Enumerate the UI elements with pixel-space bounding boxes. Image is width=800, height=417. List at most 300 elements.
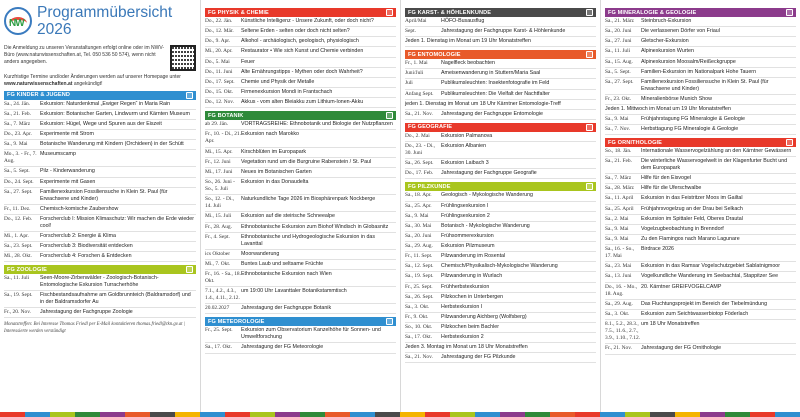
section-header-zoologie (4, 265, 196, 274)
event-date: Sa., 19. Sept. (4, 292, 33, 299)
strip-segment (750, 412, 775, 417)
event-row (605, 283, 796, 300)
event-row (4, 205, 196, 215)
event-row (205, 304, 396, 314)
event-row (605, 194, 796, 204)
section-mineralogie (605, 8, 796, 135)
event-date: Juli (405, 80, 413, 87)
event-title: Jahrestagung der FG Meteorologie (241, 344, 324, 351)
event-title: Mineralienbörse Munich Show (641, 95, 712, 102)
section-title: FG PHYSIK & CHEMIE (208, 9, 269, 16)
qr-code-icon (170, 45, 196, 71)
event-title: Frühlingsexkursion 2 (441, 212, 490, 219)
event-title: Birdrace 2026 (641, 246, 674, 253)
event-date: Sa., 15. Aug. (605, 58, 633, 65)
event-row (405, 59, 596, 69)
strip-segment (275, 412, 300, 417)
event-row (605, 262, 796, 272)
event-row (205, 78, 396, 88)
event-title: Forscherclub 4: Forschen & Entdecken (40, 252, 132, 259)
section-header-pilzkunde (405, 182, 596, 191)
event-title: Experimente mit Strom (40, 130, 94, 137)
section-geografie (405, 123, 596, 180)
event-title: Gletscher-Exkursion (641, 38, 689, 45)
strip-segment (300, 412, 325, 417)
event-date: So., 12. - Di., 14. Juli (205, 196, 235, 210)
event-row (205, 158, 396, 168)
event-row (405, 313, 596, 323)
strip-segment (525, 412, 550, 417)
strip-segment (675, 412, 700, 417)
event-date: Anfang Sept. (405, 90, 434, 97)
event-title: Seltene Erden - selten oder doch nicht selten? (241, 28, 350, 35)
event-row (405, 142, 596, 159)
section-botanik (205, 111, 396, 314)
event-title: Vogelzugbeobachtung in Brenndorf (641, 225, 724, 232)
event-date: Sa., 26. Sept. (405, 293, 434, 300)
event-title: Naturkundliche Tage 2026 im Biosphärenpark Nockberge (241, 196, 376, 203)
page-title: Programmübersicht (37, 4, 173, 21)
event-title: Botanisch - Mykologische Wanderung (441, 222, 530, 229)
event-title: Kirschblüten im Europapark (241, 148, 307, 155)
event-date: Sa., 3. Okt. (405, 303, 430, 310)
event-row (4, 100, 196, 110)
event-row (605, 157, 796, 174)
event-row (205, 68, 396, 78)
event-date: Mi., 17. Juni (205, 168, 233, 175)
event-date: Mi., 1. Apr. (4, 232, 29, 239)
event-date: Sa., 9. Mai (605, 225, 629, 232)
event-title: Exkursion Pilzmuseum (441, 243, 495, 250)
event-date: Fr., 4. Sept. (205, 233, 230, 240)
column-1 (0, 0, 200, 417)
event-date: Mo., 3. - Fr., 7. Aug. (4, 151, 37, 165)
section-physik (205, 8, 396, 108)
event-title: Alpinexkursion Wurten (641, 48, 694, 55)
event-date: So., 26. Juni - So., 5. Juli (205, 178, 235, 192)
event-row (4, 150, 196, 167)
event-title: Feuer (241, 58, 255, 65)
event-title: Exkursion nach Marokko (241, 131, 299, 138)
event-row (205, 130, 396, 147)
section-title: FG PILZKUNDE (408, 183, 451, 190)
strip-segment (625, 412, 650, 417)
event-date: Fr., 9. Okt. (405, 313, 429, 320)
section-zoologie (4, 265, 196, 318)
event-row (205, 58, 396, 68)
section-header-physik (205, 8, 396, 17)
strip-segment (350, 412, 375, 417)
event-date: Sa., 21. Nov. (405, 354, 433, 361)
strip-segment (375, 412, 400, 417)
event-row (605, 105, 796, 115)
strip-segment (400, 412, 425, 417)
event-row (205, 233, 396, 250)
event-row (205, 223, 396, 233)
event-title: Herbsttagung FG Mineralogie & Geologie (641, 125, 739, 132)
event-date: Do., 12. Feb. (4, 215, 33, 222)
event-date: Fr., 1. Mai (405, 60, 428, 67)
event-title: Jahrestagung der Fachgruppe Botanik (241, 305, 332, 312)
event-row (405, 222, 596, 232)
event-title: Hilfe für den Eisvogel (641, 175, 692, 182)
event-date: Do., 16. - Mo., 18. Aug. (605, 283, 638, 297)
event-row (405, 343, 596, 353)
event-date: Sa., 11. April (605, 195, 634, 202)
event-title: Pilzwanderung in Wurlach (441, 273, 503, 280)
event-date: ics Oktober (205, 250, 231, 257)
event-date: Do., 12. Nov. (205, 99, 234, 105)
event-title: Jahrestagung der FG Pilzkunde (441, 354, 516, 361)
event-date: Sa., 27. Juni (605, 38, 632, 45)
event-date: Do., 17. Sept. (205, 78, 235, 85)
event-title: Seen-Moore-Zirbenwälder - Zoologisch-Botanisch-Entomologische Exkursion Turracherhöhe (40, 275, 159, 289)
event-date: Do., 12. Mär. (205, 28, 234, 35)
event-date: Sa., 13. Juni (605, 273, 632, 280)
event-title: Hilfe für die Uferschwalbe (641, 185, 702, 192)
section-title: FG ENTOMOLOGIE (408, 51, 461, 58)
owl-icon (786, 139, 793, 146)
zoologie-footer: Monatstreffen: Bei Interesse Thomas Friedl per E-Mail kontaktieren thomas.friedl@tkn.gv.at | Interessierte werden verständigt (4, 322, 185, 334)
event-title: Künstliche Intelligenz - Unsere Zukunft, oder doch nicht? (241, 18, 374, 24)
event-date: Sa., 23. Mai (605, 263, 632, 270)
event-row (605, 174, 796, 184)
event-title: Chemie und Physik der Metalle (241, 78, 315, 85)
event-title: Pilzkochen in Unterbergen (441, 293, 504, 300)
event-date: Fr., 16. - Sa., 18. Okt. (205, 270, 241, 284)
event-date: Sa., 20. Juni (405, 232, 432, 239)
event-row (405, 27, 596, 37)
event-row (605, 310, 796, 320)
event-row (605, 320, 796, 344)
event-title: jeden 1. Dienstag im Monat um 18 Uhr Kärntner Entomologie-Treff (405, 100, 561, 107)
event-date: Sa., 5. Sept. (605, 68, 631, 75)
strip-segment (425, 412, 450, 417)
event-row (605, 245, 796, 262)
event-title: Buntes Laub und seltsame Früchte (241, 260, 324, 267)
event-date: Sa., 16. - So., 17. Mai (605, 246, 635, 260)
section-title: FG METEOROLOGIE (208, 318, 265, 325)
section-header-ornithologie (605, 138, 796, 147)
event-row (205, 260, 396, 270)
event-title: Pilzwanderung Aichberg (Wolfsberg) (441, 313, 527, 320)
event-row (405, 303, 596, 313)
event-row (205, 148, 396, 158)
event-date: 20.02.2027 (205, 305, 230, 312)
event-row (405, 283, 596, 293)
strip-segment (775, 412, 800, 417)
event-title: Exkursion Albanien (441, 142, 487, 149)
section-title: FG MINERALOGIE & GEOLOGIE (608, 9, 697, 16)
strip-segment (175, 412, 200, 417)
event-title: Publikumsleuchten: Insektenfotografie im Feld (441, 80, 550, 87)
event-date: Sa., 9. Mai (4, 141, 28, 147)
event-title: Exkursion in das Donaudelta (241, 178, 309, 185)
bird-icon (186, 266, 193, 273)
event-date: So., 18. Jän. (605, 148, 632, 155)
event-title: Herbstexkursion 2 (441, 334, 484, 341)
event-title: VORTRAGSREIHE: Ethnobotanik und Biologie der Nutzpflanzen (241, 121, 393, 128)
cave-icon (586, 9, 593, 16)
event-title: Zu den Flamingos nach Marano Lagunare (641, 235, 740, 242)
event-date: Do., 24. Sept. (4, 178, 34, 185)
section-header-mineralogie (605, 8, 796, 17)
event-title: Vegetation rund um die Burgruine Rabenstein / St. Paul (241, 158, 372, 165)
event-row (205, 250, 396, 260)
section-title: FG BOTANIK (208, 112, 244, 119)
event-date: Do., 22. Jän. (205, 18, 233, 24)
strip-segment (150, 412, 175, 417)
nwv-logo (4, 7, 32, 35)
event-row (4, 140, 196, 150)
event-date: Sa., 28. März (605, 185, 634, 192)
strip-segment (125, 412, 150, 417)
event-date: Sa., 23. Sept. (4, 242, 33, 249)
event-row (4, 308, 196, 318)
event-date: Do., 15. Okt. (205, 88, 234, 95)
event-row (605, 58, 796, 68)
event-row (605, 17, 796, 27)
event-date: Sa., 20. Juni (605, 28, 632, 35)
section-karst (405, 8, 596, 47)
page-year: 2026 (37, 20, 72, 38)
event-date: Fr., 10. - Di., 21. Apr. (205, 131, 241, 145)
event-date: Do., 9. Apr. (205, 38, 231, 45)
event-row (405, 169, 596, 179)
event-date: So., 10. Okt. (405, 324, 433, 331)
event-date: Sa., 19. Sept. (405, 273, 434, 280)
event-title: Forscherclub I: Mission Klimaschutz: Wir machen die Erde wieder cool! (40, 215, 194, 229)
event-row (605, 37, 796, 47)
event-date: 8.1., 5.2., 28.3., 7.5., 11.6., 2.7., 3.9., 1.10., 7.12. (605, 321, 641, 342)
strip-segment (50, 412, 75, 417)
event-date: April/Mai (405, 18, 427, 24)
event-title: Museumscamp (40, 151, 76, 158)
event-date: Fr., 20. Nov. (4, 309, 31, 315)
section-header-meteorologie (205, 317, 396, 326)
event-date: Sa., 17. Okt. (405, 334, 432, 341)
beetle-icon (586, 51, 593, 58)
event-row (405, 353, 596, 363)
event-title: Das Fluchtungsprojekt im Bereich der Tiebelmündung (641, 300, 768, 307)
event-title: Nagelfleck beobachten (441, 60, 495, 67)
event-title: Exkursion Palmanova (441, 132, 493, 139)
event-row (605, 125, 796, 135)
homepage-link[interactable]: www.naturwissenschaften.at (4, 80, 73, 87)
event-date: Do., 17. Feb. (405, 170, 434, 177)
event-row (405, 100, 596, 110)
section-meteorologie (205, 317, 396, 353)
event-date: Sa., 11. Juli (4, 275, 30, 282)
event-row (605, 78, 796, 95)
event-date: Fr., 12. Juni (205, 158, 231, 165)
event-row (405, 159, 596, 169)
event-date: Sa., 21. Feb. (4, 110, 31, 117)
event-title: Exkursion in das Feistritzer Moos im Gailtal (641, 195, 743, 202)
event-row (205, 343, 396, 353)
event-row (605, 344, 796, 354)
strip-segment (650, 412, 675, 417)
event-date: Sa., 25. April (605, 205, 634, 212)
event-row (4, 242, 196, 252)
event-date: Sa., 7. März (605, 175, 632, 182)
event-date: Sept. (405, 28, 416, 35)
column-3 (400, 0, 600, 417)
event-title: Frühsommerexkursion (441, 232, 494, 239)
event-row (405, 293, 596, 303)
event-row (405, 252, 596, 262)
event-title: Chemisch-komische Zaubershow (40, 205, 119, 212)
strip-segment (700, 412, 725, 417)
event-title: Familienexkursion Fossiliensuche in Klein St. Paul (für Erwachsene und Kinder) (641, 78, 769, 92)
event-row (405, 37, 596, 47)
event-row (405, 110, 596, 120)
event-row (605, 300, 796, 310)
event-title: Frühlingsexkursion I (441, 202, 489, 209)
event-date: Sa., 9. Mai (605, 235, 629, 242)
event-row (4, 232, 196, 242)
atom-icon (386, 9, 393, 16)
event-title: Geologisch - Mykologische Wanderung (441, 192, 533, 199)
event-title: Jeden 1. Dienstag im Monat um 19 Uhr Monatstreffen (405, 38, 531, 45)
event-title: Ethnobotanische und Hydrogeologische Exkursion in das Lavanttal (241, 233, 375, 247)
event-row (405, 191, 596, 201)
homepage-note: Kurzfristige Termine und/oder Änderungen werden auf unserer Homepage unter www.naturwissenschaften.at angekündigt! (4, 74, 181, 87)
event-date: Sa., 21. März (605, 18, 634, 24)
event-row (205, 98, 396, 108)
strip-segment (75, 412, 100, 417)
event-date: Mi., 20. Apr. (205, 48, 233, 55)
event-row (405, 17, 596, 27)
event-row (405, 333, 596, 343)
event-row (4, 110, 196, 120)
event-row (405, 232, 596, 242)
event-title: um 18 Uhr Monatstreffen (641, 321, 700, 328)
event-title: HÖFO-Busausflug (441, 18, 485, 24)
event-row (205, 88, 396, 98)
event-title: Chemisch/Physikalisch-Mykologische Wanderung (441, 263, 558, 270)
event-title: Akkus - vom alten Bleiakku zum Lithium-Ionen-Akku (241, 99, 364, 105)
event-date: Juni/Juli (405, 70, 424, 77)
event-date: Sa., 2. Mai (605, 215, 629, 222)
event-title: Vogelkundliche Wanderung im Seebachtal, Stappitzer See (641, 273, 779, 280)
event-title: Forscherclub 3: Biodiversität entdecken (40, 242, 133, 249)
event-date: Do., 23. - Di., 30. Juni (405, 142, 435, 157)
event-row (4, 274, 196, 291)
event-date: Do., 23. Apr. (4, 130, 32, 137)
event-row (405, 323, 596, 333)
event-row (605, 95, 796, 105)
event-title: Restaurator • Wie sich Kunst und Chemie verbinden (241, 48, 364, 55)
section-title: FG ZOOLOGIE (7, 266, 47, 273)
event-row (605, 272, 796, 282)
event-title: Fischbestandsaufnahme am Goldbrunnteich (Baldramsdorf) und in der Baldramsdorfer Au (40, 292, 191, 306)
event-date: Fr., 25. Sept. (405, 283, 433, 290)
section-ornithologie (605, 138, 796, 354)
event-row (205, 168, 396, 178)
event-row (4, 291, 196, 308)
event-row (405, 212, 596, 222)
event-date: Sa., 3. Okt. (605, 310, 630, 317)
event-title: Ameisenwanderung in Stuttern/Maria Saal (441, 70, 541, 77)
event-date: Sa., 12. Sept. (405, 263, 434, 270)
event-row (405, 69, 596, 79)
strip-segment (500, 412, 525, 417)
event-row (4, 167, 196, 177)
event-date: Sa., 21. Feb. (605, 158, 632, 165)
event-title: Pilzkochen beim Bachler (441, 324, 499, 331)
event-title: Pilzwanderung im Rosental (441, 253, 506, 260)
strip-segment (450, 412, 475, 417)
event-title: Die winterliche Wasservogelwelt in der Klagenfurter Bucht und dem Europapark (641, 158, 788, 172)
column-2 (200, 0, 400, 417)
crystal-icon (786, 9, 793, 16)
event-date: Mi., 15. Apr. (205, 148, 233, 155)
strip-segment (575, 412, 600, 417)
event-title: Steinbruch-Exkursion (641, 18, 692, 24)
event-title: Jahrestagung der Fachgruppe Entomologie (441, 110, 543, 117)
event-title: Die verlassenen Dörfer von Friaul (641, 28, 720, 35)
section-header-geografie (405, 123, 596, 132)
event-date: Sa., 5. Sept. (4, 168, 30, 175)
event-date: Sa., 9. Mai (605, 115, 629, 122)
strip-segment (0, 412, 25, 417)
event-date: Sa., 7. März (4, 120, 31, 127)
event-row (205, 270, 396, 287)
event-date: Sa., 24. Jän. (4, 100, 31, 107)
event-row (205, 287, 396, 304)
event-title: Exkursion Laibach 3 (441, 160, 489, 167)
event-title: Frühjahrsvogelzug an der Drau bei Selkach (641, 205, 743, 212)
strip-segment (725, 412, 750, 417)
event-title: Frühherbstexkursion (441, 283, 490, 290)
event-row (205, 120, 396, 130)
section-title: FG KARST- & HÖHLENKUNDE (408, 9, 492, 16)
event-date: Fr., 28. Aug. (205, 223, 232, 230)
strip-segment (475, 412, 500, 417)
event-title: Exkursion: Hügel, Wege und Spuren aus der Eiszeit (40, 120, 162, 127)
event-date: Fr., 11. Sept. (405, 253, 433, 260)
event-row (605, 225, 796, 235)
event-title: 20. Kärntner GREIFVOGELCAMP (641, 283, 722, 290)
event-date: Mi., 7. Okt. (205, 260, 231, 267)
intro-text: Die Anmeldung zu unseren Veranstaltungen erfolgt online oder im NWV-Büro (www.naturwissenschaften.at, Tel. 050 536 50 574), wenn nicht anders angegeben. (4, 45, 165, 65)
event-title: Exkursion: Botanischer Garten, Lindwurm und Kärnten Museum (40, 110, 190, 117)
event-title: Alpinexkursion Moosalm/Reißeckgruppe (641, 58, 736, 65)
event-title: Alkohol - archäologisch, geologisch, physiologisch (241, 38, 359, 45)
event-row (205, 47, 396, 57)
event-row (605, 205, 796, 215)
event-title: Jahrestagung der Fachgruppe Geografie (441, 170, 537, 177)
event-title: Herbstexkursion I (441, 303, 483, 310)
strip-segment (100, 412, 125, 417)
mushroom-icon (586, 183, 593, 190)
event-title: Jeden 1. Mittwoch im Monat um 19 Uhr Monatstreffen (605, 105, 731, 112)
event-row (605, 115, 796, 125)
event-row (605, 147, 796, 157)
event-title: Exkursion auf die steirische Schneealpe (241, 213, 335, 220)
event-date: Mi., 15. Juli (205, 213, 232, 220)
event-title: Moorwanderung (241, 250, 280, 257)
event-date: Sa., 18. Apr. (405, 192, 432, 199)
magnifier-icon (186, 92, 193, 99)
event-date: Fr., 25. Sept. (205, 327, 233, 334)
event-date: Sa., 29. Aug. (605, 300, 633, 307)
event-row (405, 272, 596, 282)
event-title: Familienexkursion Fossiliensuche in Klein St. Paul (für Erwachsene und Kinder) (40, 188, 168, 202)
event-row (205, 37, 396, 47)
event-row (405, 262, 596, 272)
